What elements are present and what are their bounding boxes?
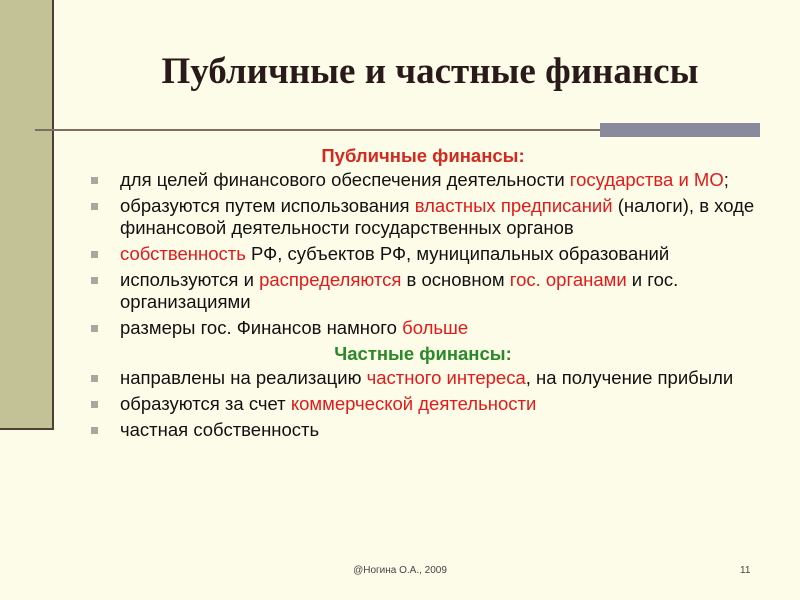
item-text: образуются за счет bbox=[120, 393, 291, 414]
highlight-text: государства и МО bbox=[569, 169, 724, 190]
highlight-text: гос. органами bbox=[509, 269, 627, 290]
list-item bbox=[88, 367, 758, 389]
list-item bbox=[88, 195, 758, 239]
highlight-text: частного интереса bbox=[366, 367, 526, 388]
list-item bbox=[88, 317, 758, 339]
slide-content bbox=[88, 145, 758, 445]
list-item bbox=[88, 243, 758, 265]
list-item bbox=[88, 419, 758, 441]
item-text: направлены на реализацию bbox=[120, 367, 367, 388]
item-text: частная собственность bbox=[120, 419, 320, 440]
item-text: ; bbox=[723, 169, 729, 190]
highlight-text: собственность bbox=[120, 243, 246, 264]
public-finance-heading: Публичные финансы: bbox=[321, 145, 525, 166]
list-item bbox=[88, 169, 758, 191]
item-text: используются и bbox=[120, 269, 260, 290]
item-text: размеры гос. Финансов намного bbox=[120, 317, 403, 338]
highlight-text: больше bbox=[402, 317, 469, 338]
page-number: 11 bbox=[740, 565, 751, 576]
highlight-text: коммерческой деятельности bbox=[290, 393, 537, 414]
item-text: образуются путем использования bbox=[120, 195, 415, 216]
title-divider-line bbox=[35, 129, 600, 131]
slide-title: Публичные и частные финансы bbox=[161, 51, 699, 92]
private-finance-heading: Частные финансы: bbox=[334, 343, 512, 364]
item-text: и гос. организациями bbox=[120, 269, 679, 312]
item-text: в основном bbox=[401, 269, 510, 290]
item-text: для целей финансового обеспечения деятельности bbox=[120, 169, 570, 190]
item-text: , на получение прибыли bbox=[525, 367, 734, 388]
title-divider-bar bbox=[600, 123, 760, 137]
footer-author: @Ногина О.А., 2009 bbox=[353, 565, 447, 576]
list-item bbox=[88, 269, 758, 313]
highlight-text: властных предписаний bbox=[414, 195, 613, 216]
highlight-text: распределяются bbox=[259, 269, 402, 290]
item-text: РФ, субъектов РФ, муниципальных образований bbox=[245, 243, 670, 264]
private-finance-list bbox=[88, 367, 758, 441]
sidebar-decoration bbox=[0, 0, 54, 430]
public-finance-list bbox=[88, 169, 758, 339]
list-item bbox=[88, 393, 758, 415]
item-text: (налоги), в ходе финансовой деятельности государственных органов bbox=[120, 195, 755, 238]
